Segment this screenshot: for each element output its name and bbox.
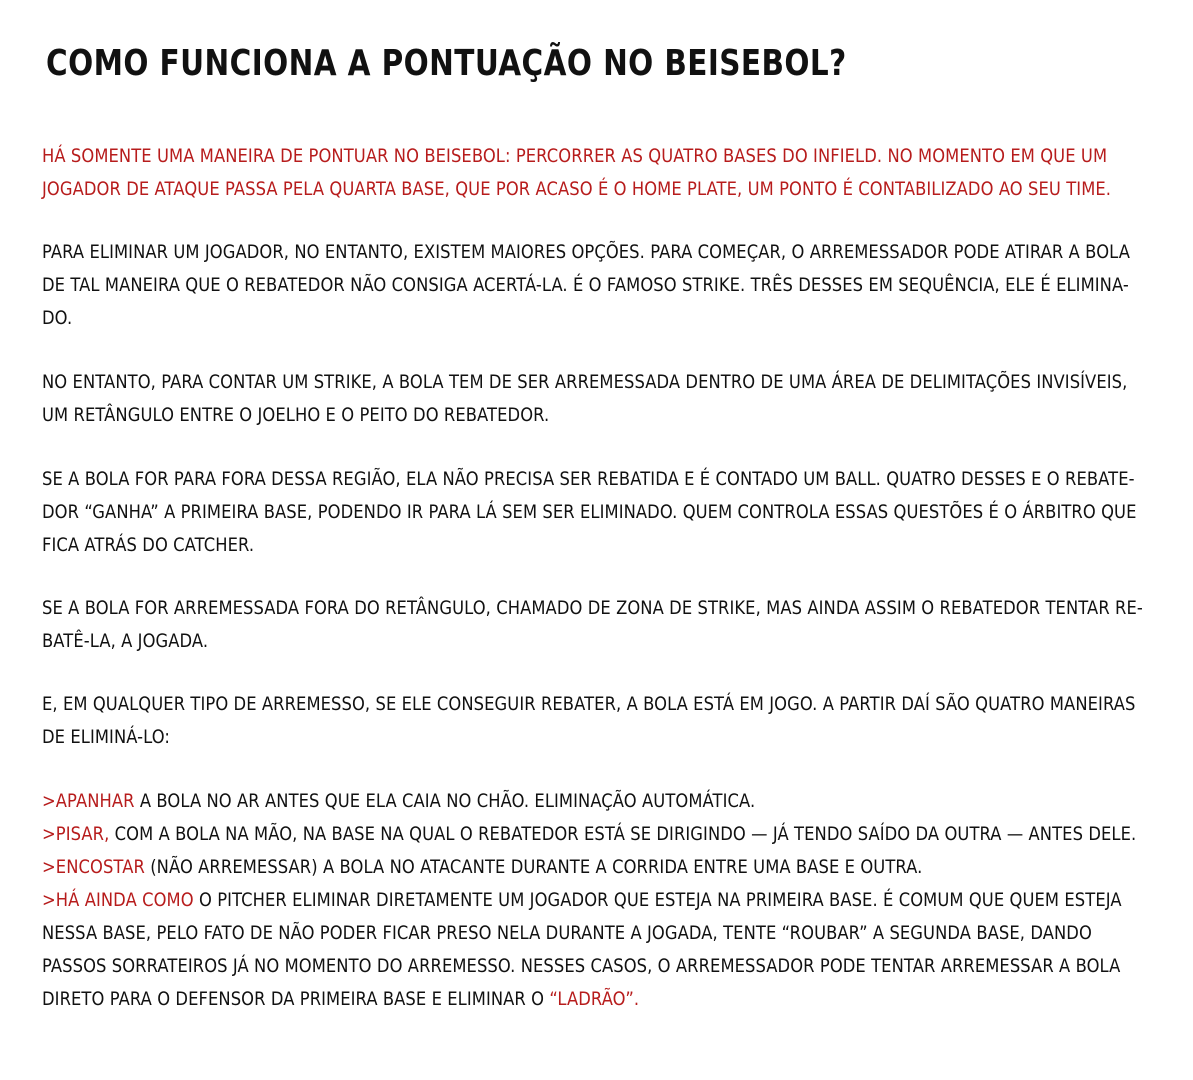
list-item-text: O PITCHER ELIMINAR DIRETAMENTE UM JOGADOR QUE ESTEJA NA PRIMEIRA BASE. É COMUM QUE QUEM ESTEJA	[193, 889, 1122, 911]
list-item-end-highlight: “LADRÃO”.	[549, 988, 640, 1010]
list-marker: >	[42, 790, 56, 812]
page-title: COMO FUNCIONA A PONTUAÇÃO NO BEISEBOL?	[46, 43, 847, 84]
list-marker: >	[42, 823, 56, 845]
paragraph-line: SE A BOLA FOR PARA FORA DESSA REGIÃO, ELA NÃO PRECISA SER REBATIDA E É CONTADO UM BALL. QUATRO DESSES E O REBATE-	[42, 468, 1135, 490]
list-item-text: DIRETO PARA O DEFENSOR DA PRIMEIRA BASE E ELIMINAR O	[42, 988, 550, 1010]
list-item-continuation: NESSA BASE, PELO FATO DE NÃO PODER FICAR PRESO NELA DURANTE A JOGADA, TENTE “ROUBAR” A SEGUNDA BASE, DANDO	[42, 922, 1092, 944]
paragraph-line: UM RETÂNGULO ENTRE O JOELHO E O PEITO DO REBATEDOR.	[42, 404, 550, 426]
list-item-highlight: APANHAR	[55, 790, 135, 812]
paragraph-line: DE TAL MANEIRA QUE O REBATEDOR NÃO CONSIGA ACERTÁ-LA. É O FAMOSO STRIKE. TRÊS DESSES EM SEQUÊNCIA, ELE É ELIMINA-	[42, 274, 1129, 296]
paragraph-strike	[42, 236, 1152, 335]
intro-line-1: HÁ SOMENTE UMA MANEIRA DE PONTUAR NO BEISEBOL: PERCORRER AS QUATRO BASES DO INFIELD. NO MOMENTO EM QUE UM	[42, 145, 1108, 167]
list-item-continuation	[42, 983, 997, 1016]
list-item	[42, 851, 997, 884]
paragraph-line: DO.	[42, 307, 73, 329]
elimination-list	[42, 785, 1152, 1016]
paragraph-line: E, EM QUALQUER TIPO DE ARREMESSO, SE ELE CONSEGUIR REBATER, A BOLA ESTÁ EM JOGO. A PARTIR DAÍ SÃO QUATRO MANEIRAS	[42, 693, 1136, 715]
list-item-highlight: HÁ AINDA COMO	[55, 889, 194, 911]
paragraph-strike-zone	[42, 366, 1152, 432]
paragraph-in-play	[42, 688, 1152, 754]
list-item-continuation: PASSOS SORRATEIROS JÁ NO MOMENTO DO ARREMESSO. NESSES CASOS, O ARREMESSADOR PODE TENTAR ARREMESSAR A BOLA	[42, 955, 1121, 977]
intro-paragraph	[42, 140, 1152, 206]
list-item-text: (NÃO ARREMESSAR) A BOLA NO ATACANTE DURANTE A CORRIDA ENTRE UMA BASE E OUTRA.	[144, 856, 923, 878]
paragraph-line: PARA ELIMINAR UM JOGADOR, NO ENTANTO, EXISTEM MAIORES OPÇÕES. PARA COMEÇAR, O ARREMESSADOR PODE ATIRAR A BOLA	[42, 241, 1130, 263]
paragraph-line: SE A BOLA FOR ARREMESSADA FORA DO RETÂNGULO, CHAMADO DE ZONA DE STRIKE, MAS AINDA ASSIM O REBATEDOR TENTAR RE-	[42, 597, 1143, 619]
paragraph-line: BATÊ-LA, A JOGADA.	[42, 630, 209, 652]
paragraph-line: DE ELIMINÁ-LO:	[42, 726, 171, 748]
list-item-text: COM A BOLA NA MÃO, NA BASE NA QUAL O REBATEDOR ESTÁ SE DIRIGINDO — JÁ TENDO SAÍDO DA OUTRA — ANTES DELE.	[109, 823, 1137, 845]
list-item	[42, 884, 1122, 917]
list-item	[42, 785, 997, 818]
paragraph-line: NO ENTANTO, PARA CONTAR UM STRIKE, A BOLA TEM DE SER ARREMESSADA DENTRO DE UMA ÁREA DE DELIMITAÇÕES INVISÍVEIS,	[42, 371, 1128, 393]
paragraph-outside-zone	[42, 592, 1152, 658]
list-item	[42, 818, 1137, 851]
paragraph-line: DOR “GANHA” A PRIMEIRA BASE, PODENDO IR PARA LÁ SEM SER ELIMINADO. QUEM CONTROLA ESSAS QUESTÕES É O ÁRBITRO QUE	[42, 501, 1137, 523]
list-item-text: A BOLA NO AR ANTES QUE ELA CAIA NO CHÃO. ELIMINAÇÃO AUTOMÁTICA.	[134, 790, 756, 812]
paragraph-ball	[42, 463, 1152, 562]
intro-line-2: JOGADOR DE ATAQUE PASSA PELA QUARTA BASE, QUE POR ACASO É O HOME PLATE, UM PONTO É CONTABILIZADO AO SEU TIME.	[42, 178, 1112, 200]
list-item-highlight: ENCOSTAR	[55, 856, 145, 878]
list-item-highlight: PISAR,	[55, 823, 110, 845]
paragraph-line: FICA ATRÁS DO CATCHER.	[42, 534, 255, 556]
list-marker: >	[42, 889, 56, 911]
list-marker: >	[42, 856, 56, 878]
